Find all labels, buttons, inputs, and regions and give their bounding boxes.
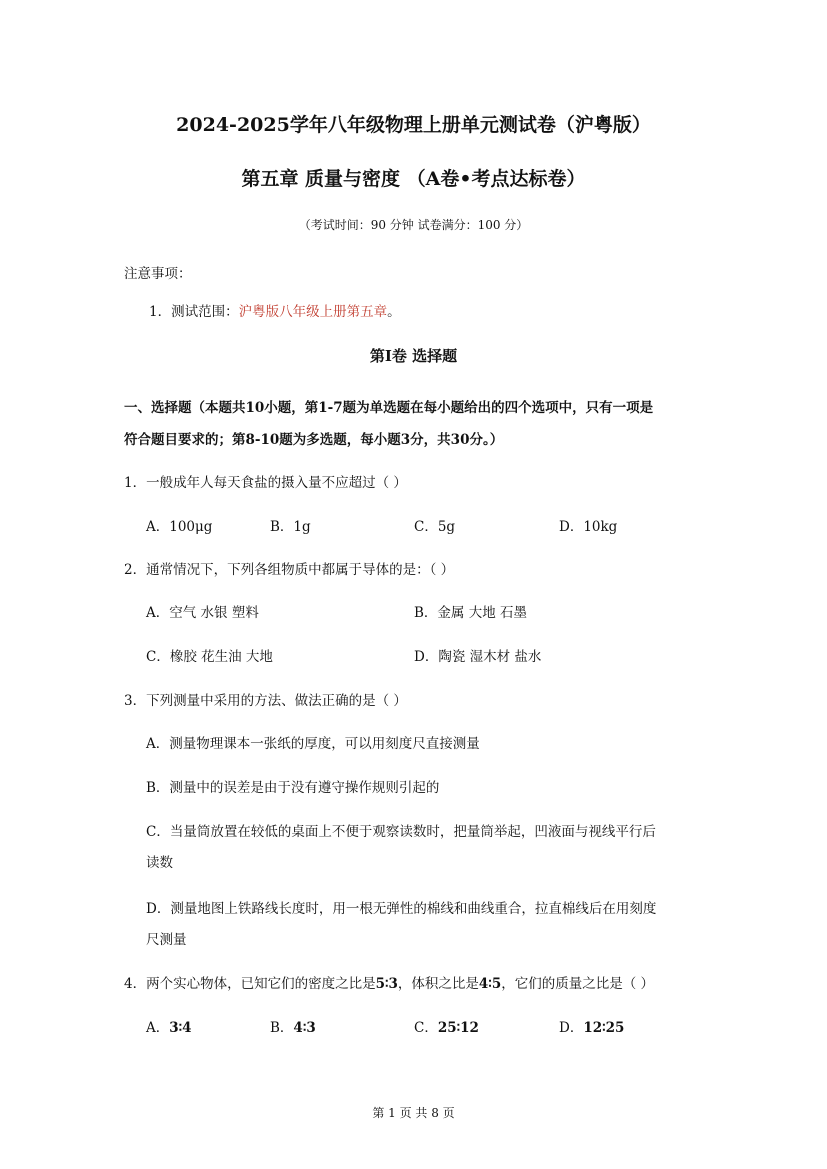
q2-option-c: C．橡胶 花生油 大地 — [146, 649, 273, 665]
question-2-stem: 2．通常情况下，下列各组物质中都属于导体的是：（ ） — [124, 562, 455, 578]
page-footer: 第 1 页 共 8 页 — [372, 1106, 455, 1120]
q4-option-d — [559, 1016, 624, 1036]
q4-volume-ratio: 4∶5 — [478, 976, 502, 992]
q3-option-d: D．测量地图上铁路线长度时，用一根无弹性的棉线和曲线重合，拉直棉线后在用刻度 — [146, 901, 657, 917]
q4-stem-b: ，体积之比是 — [397, 976, 479, 992]
question-4-stem — [124, 972, 654, 992]
exam-info: （考试时间：90 分钟 试卷满分：100 分） — [298, 218, 529, 232]
q2-option-b: B．金属 大地 石墨 — [414, 605, 528, 621]
question-1-stem: 1．一般成年人每天食盐的摄入量不应超过（ ） — [124, 475, 407, 491]
q3-option-a: A．测量物理课本一张纸的厚度，可以用刻度尺直接测量 — [146, 736, 480, 752]
q3-option-c-cont: 读数 — [146, 855, 173, 871]
q1-option-c: C．5g — [414, 519, 456, 535]
q4-option-a — [146, 1016, 192, 1036]
q4-option-a-value: 3∶4 — [169, 1020, 192, 1036]
document-title: 2024-2025学年八年级物理上册单元测试卷（沪粤版） — [176, 114, 651, 136]
q1-option-a: A．100μg — [146, 519, 213, 535]
notes-item-1 — [149, 300, 401, 320]
q3-option-d-cont: 尺测量 — [146, 932, 187, 948]
q4-option-c-label: C． — [414, 1020, 438, 1036]
q3-option-c: C．当量筒放置在较低的桌面上不便于观察读数时，把量筒举起，凹液面与视线平行后 — [146, 824, 656, 840]
q4-option-d-label: D． — [559, 1020, 584, 1036]
notes-item-1-prefix: 1．测试范围： — [149, 304, 239, 320]
q4-option-c-value: 25∶12 — [437, 1020, 479, 1036]
q1-option-d: D．10kg — [559, 519, 618, 535]
volume-title: 第Ⅰ卷 选择题 — [369, 347, 458, 365]
q4-stem-a: 4．两个实心物体，已知它们的密度之比是 — [124, 976, 376, 992]
q4-option-a-label: A． — [146, 1020, 170, 1036]
q4-option-b-label: B． — [270, 1020, 294, 1036]
q2-option-d: D．陶瓷 湿木材 盐水 — [414, 649, 542, 665]
q4-density-ratio: 5∶3 — [375, 976, 398, 992]
q2-option-a: A．空气 水银 塑料 — [146, 605, 259, 621]
notes-item-1-suffix: 。 — [387, 304, 401, 320]
q3-option-b: B．测量中的误差是由于没有遵守操作规则引起的 — [146, 780, 440, 796]
part-heading-line2: 符合题目要求的；第8-10题为多选题，每小题3分，共30分。） — [124, 432, 504, 448]
notes-heading: 注意事项： — [124, 266, 192, 282]
q4-option-c — [414, 1016, 479, 1036]
chapter-title: 第五章 质量与密度 （A卷•考点达标卷） — [241, 168, 586, 190]
part-heading-line1: 一、选择题（本题共10小题，第1-7题为单选题在每小题给出的四个选项中，只有一项是 — [124, 400, 654, 416]
q1-option-b: B．1g — [270, 519, 311, 535]
q4-option-b-value: 4∶3 — [293, 1020, 316, 1036]
question-3-stem: 3．下列测量中采用的方法、做法正确的是（ ） — [124, 693, 407, 709]
q4-stem-c: ，它们的质量之比是（ ） — [501, 976, 655, 992]
q4-option-d-value: 12∶25 — [583, 1020, 625, 1036]
q4-option-b — [270, 1016, 316, 1036]
test-range: 沪粤版八年级上册第五章 — [238, 304, 388, 320]
